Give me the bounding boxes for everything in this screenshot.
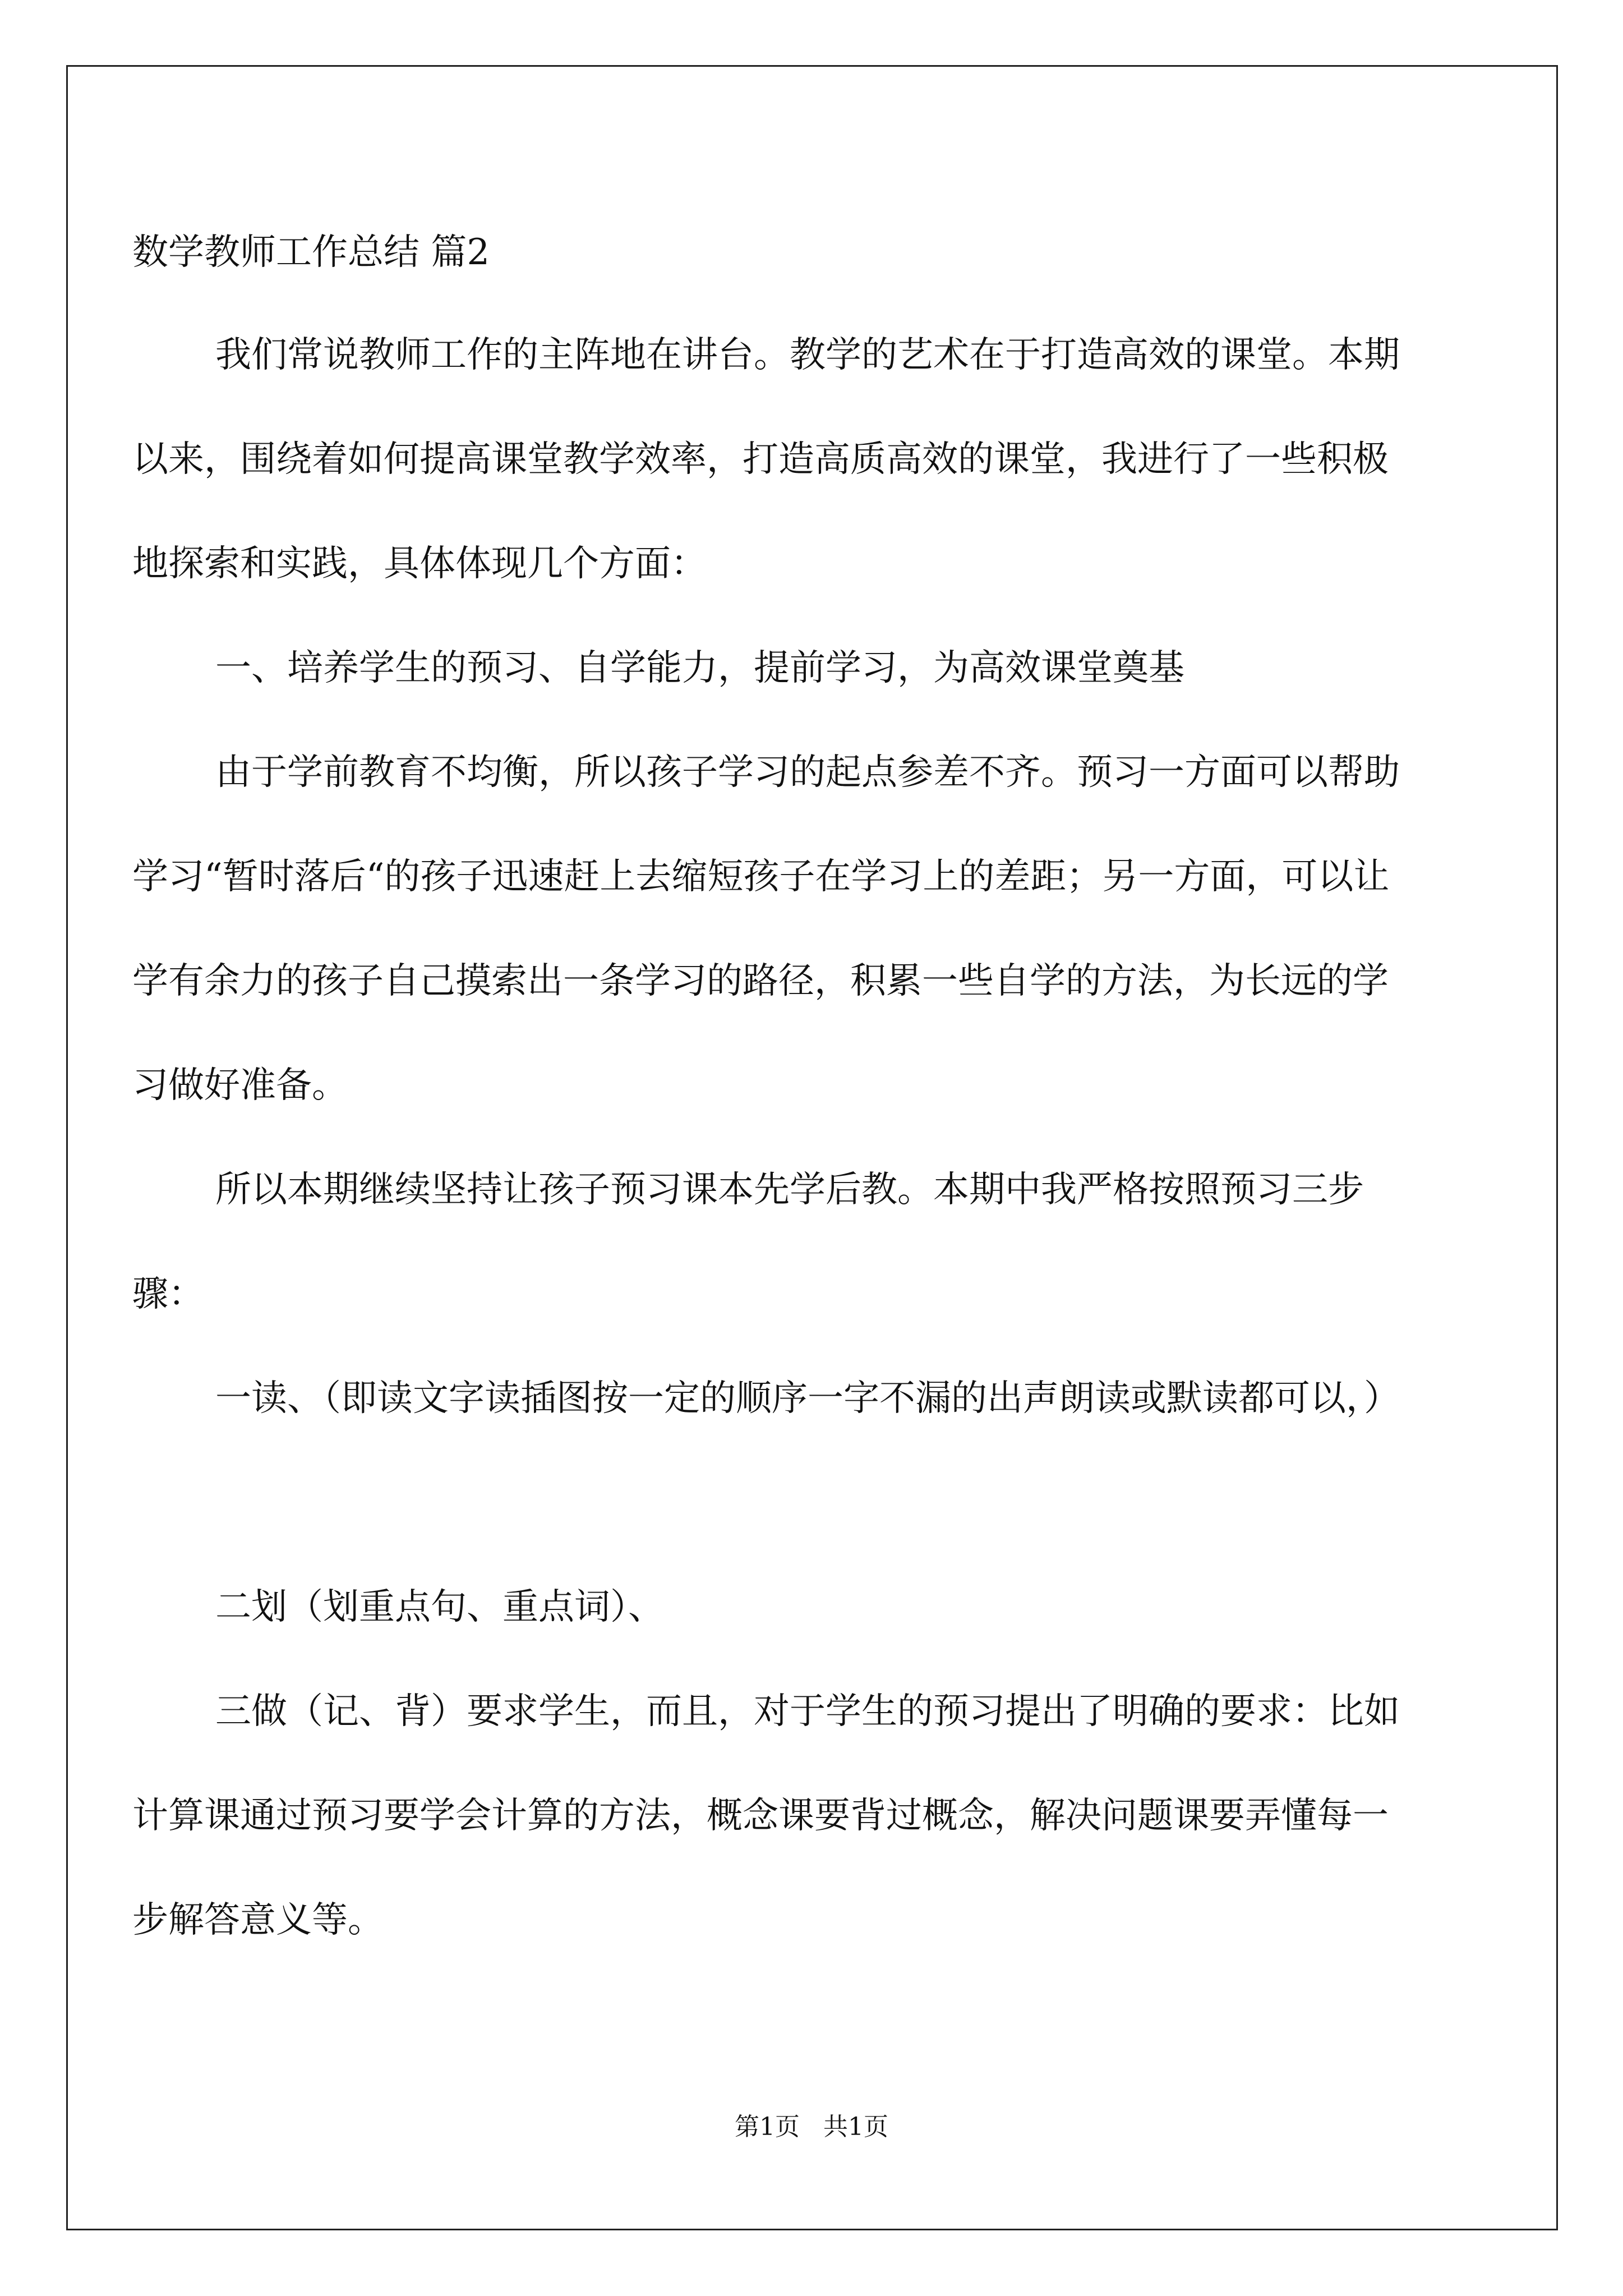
paragraph-section-heading: 一、培养学生的预习、自学能力，提前学习，为高效课堂奠基: [215, 647, 1184, 689]
paragraph-step-mark: 二划（划重点句、重点词）、: [215, 1586, 664, 1628]
paragraph-step-do: 三做（记、背）要求学生，而且，对于学生的预习提出了明确的要求：比如计算课通过预习要学会计算的方法，概念课要背过概念，解决问题课要弄懂每一步解答意义等。: [132, 1691, 1400, 1941]
paragraph-preview-steps: 所以本期继续坚持让孩子预习课本先学后教。本期中我严格按照预习三步骤：: [132, 1169, 1364, 1315]
paragraph-step-read: 一读、（即读文字读插图按一定的顺序一字不漏的出声朗读或默读都可以，）: [215, 1378, 1400, 1419]
document-title: 数学教师工作总结 篇2: [132, 232, 490, 273]
paragraph-intro: 我们常说教师工作的主阵地在讲台。教学的艺术在于打造高效的课堂。本期以来，围绕着如何提高课堂教学效率，打造高质高效的课堂，我进行了一些积极地探索和实践，具体体现几个方面：: [132, 334, 1400, 585]
page-number: 第1页 共1页: [735, 2113, 888, 2141]
paragraph-preview-purpose: 由于学前教育不均衡，所以孩子学习的起点参差不齐。预习一方面可以帮助学习“暂时落后“的孩子迅速赶上去缩短孩子在学习上的差距；另一方面，可以让学有余力的孩子自己摸索出一条学习的路径，积累一些自学的方法，为长远的学习做好准备。: [132, 752, 1400, 1106]
